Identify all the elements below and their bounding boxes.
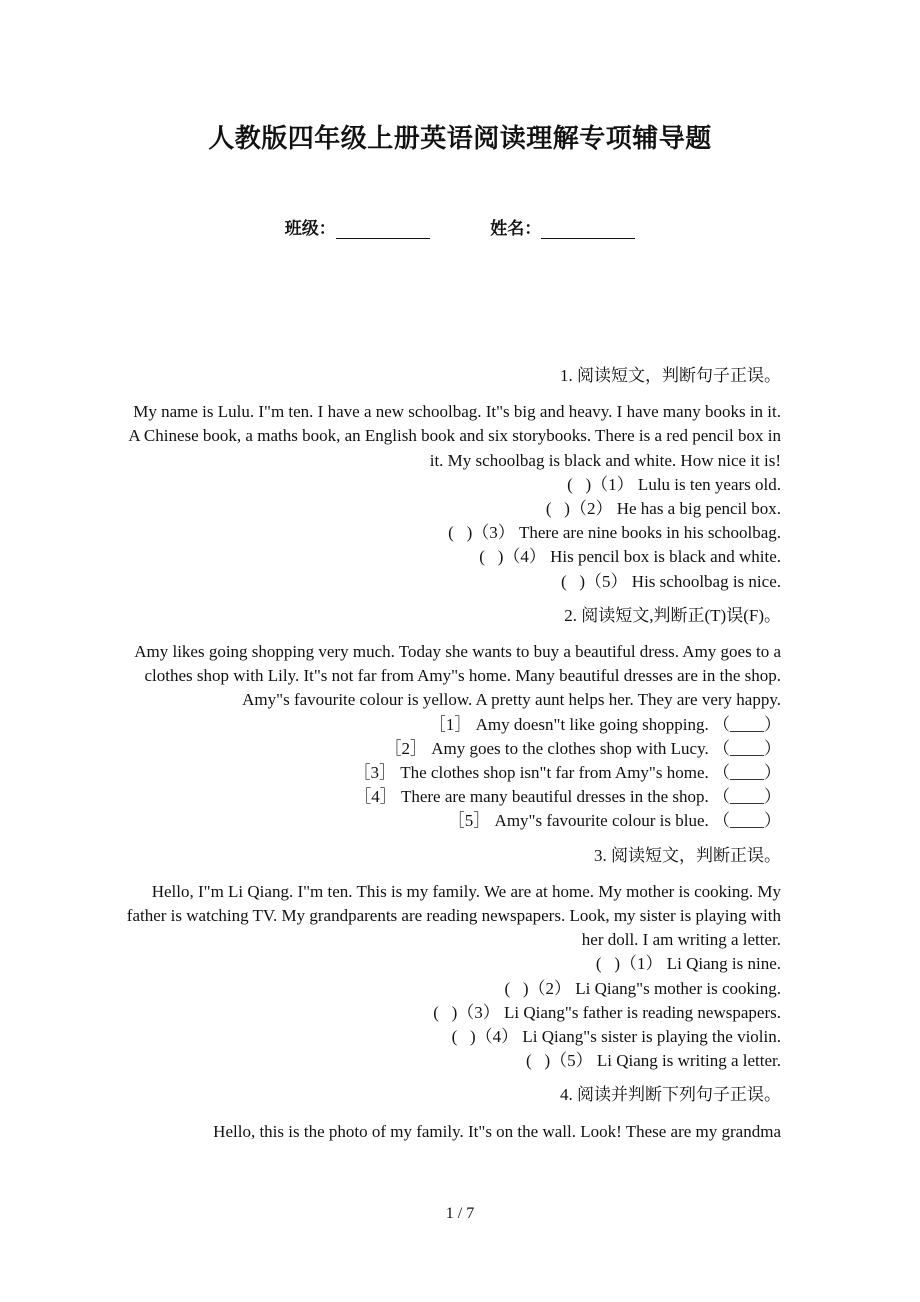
question-item: ( )（4） His pencil box is black and white. xyxy=(479,547,781,567)
question-item: ( )（5） Li Qiang is writing a letter. xyxy=(526,1051,781,1071)
question-item: ( )（1） Lulu is ten years old. xyxy=(567,474,781,494)
section-heading: 2. 阅读短文,判断正(T)误(F)。 xyxy=(564,605,781,625)
name-label: 姓名： xyxy=(490,219,542,238)
question-item: ［1］ Amy doesn"t like going shopping. （____） xyxy=(428,714,781,734)
section-2 xyxy=(120,604,781,834)
section-passage: My name is Lulu. I"m ten. I have a new schoolbag. It"s big and heavy. I have many books in it. A Chinese book, a maths book, an English book and six storybooks. There is a red pencil box in it. My schoolbag is black and white. How nice it is! xyxy=(128,402,781,470)
section-heading: 3. 阅读短文，判断正误。 xyxy=(594,845,781,865)
section-heading: 4. 阅读并判断下列句子正误。 xyxy=(560,1085,781,1105)
question-item: ［3］ The clothes shop isn"t far from Amy"s home. （____） xyxy=(353,763,781,783)
section-4 xyxy=(120,1083,781,1143)
document-title: 人教版四年级上册英语阅读理解专项辅导题 xyxy=(208,124,712,153)
student-info xyxy=(0,214,920,239)
section-3 xyxy=(120,844,781,1074)
class-label: 班级： xyxy=(284,219,336,238)
question-item: ( )（3） Li Qiang"s father is reading newspapers. xyxy=(433,1002,781,1022)
question-item: ( )（4） Li Qiang"s sister is playing the violin. xyxy=(451,1027,781,1047)
section-passage: Amy likes going shopping very much. Today she wants to buy a beautiful dress. Amy goes to a clothes shop with Lily. It"s not far from Amy"s home. Many beautiful dresses are in the shop. Amy"s favourite colour is yellow. A pretty aunt helps her. They are very happy. xyxy=(134,642,781,710)
question-item: ［2］ Amy goes to the clothes shop with Lucy. （____） xyxy=(384,738,781,758)
question-item: ( )（5） His schoolbag is nice. xyxy=(560,571,781,591)
question-item: ［4］ There are many beautiful dresses in the shop. （____） xyxy=(354,787,781,807)
question-item: ［5］ Amy"s favourite colour is blue. （____） xyxy=(447,811,781,831)
section-passage: Hello, this is the photo of my family. It"s on the wall. Look! These are my grandma xyxy=(213,1121,781,1141)
page-number: 1 / 7 xyxy=(445,1205,475,1222)
name-blank xyxy=(541,220,635,239)
question-item: ( )（2） He has a big pencil box. xyxy=(545,499,781,519)
reading-content xyxy=(120,364,781,1154)
section-heading: 1. 阅读短文，判断句子正误。 xyxy=(560,366,781,385)
section-1 xyxy=(120,364,781,594)
question-item: ( )（3） There are nine books in his schoolbag. xyxy=(448,523,781,543)
section-passage: Hello, I"m Li Qiang. I"m ten. This is my family. We are at home. My mother is cooking. My father is watching TV. My grandparents are reading newspapers. Look, my sister is playing with her doll. I am writing a letter. xyxy=(126,881,781,950)
question-item: ( )（1） Li Qiang is nine. xyxy=(595,954,781,974)
class-blank xyxy=(336,220,430,239)
question-item: ( )（2） Li Qiang"s mother is cooking. xyxy=(504,978,781,998)
